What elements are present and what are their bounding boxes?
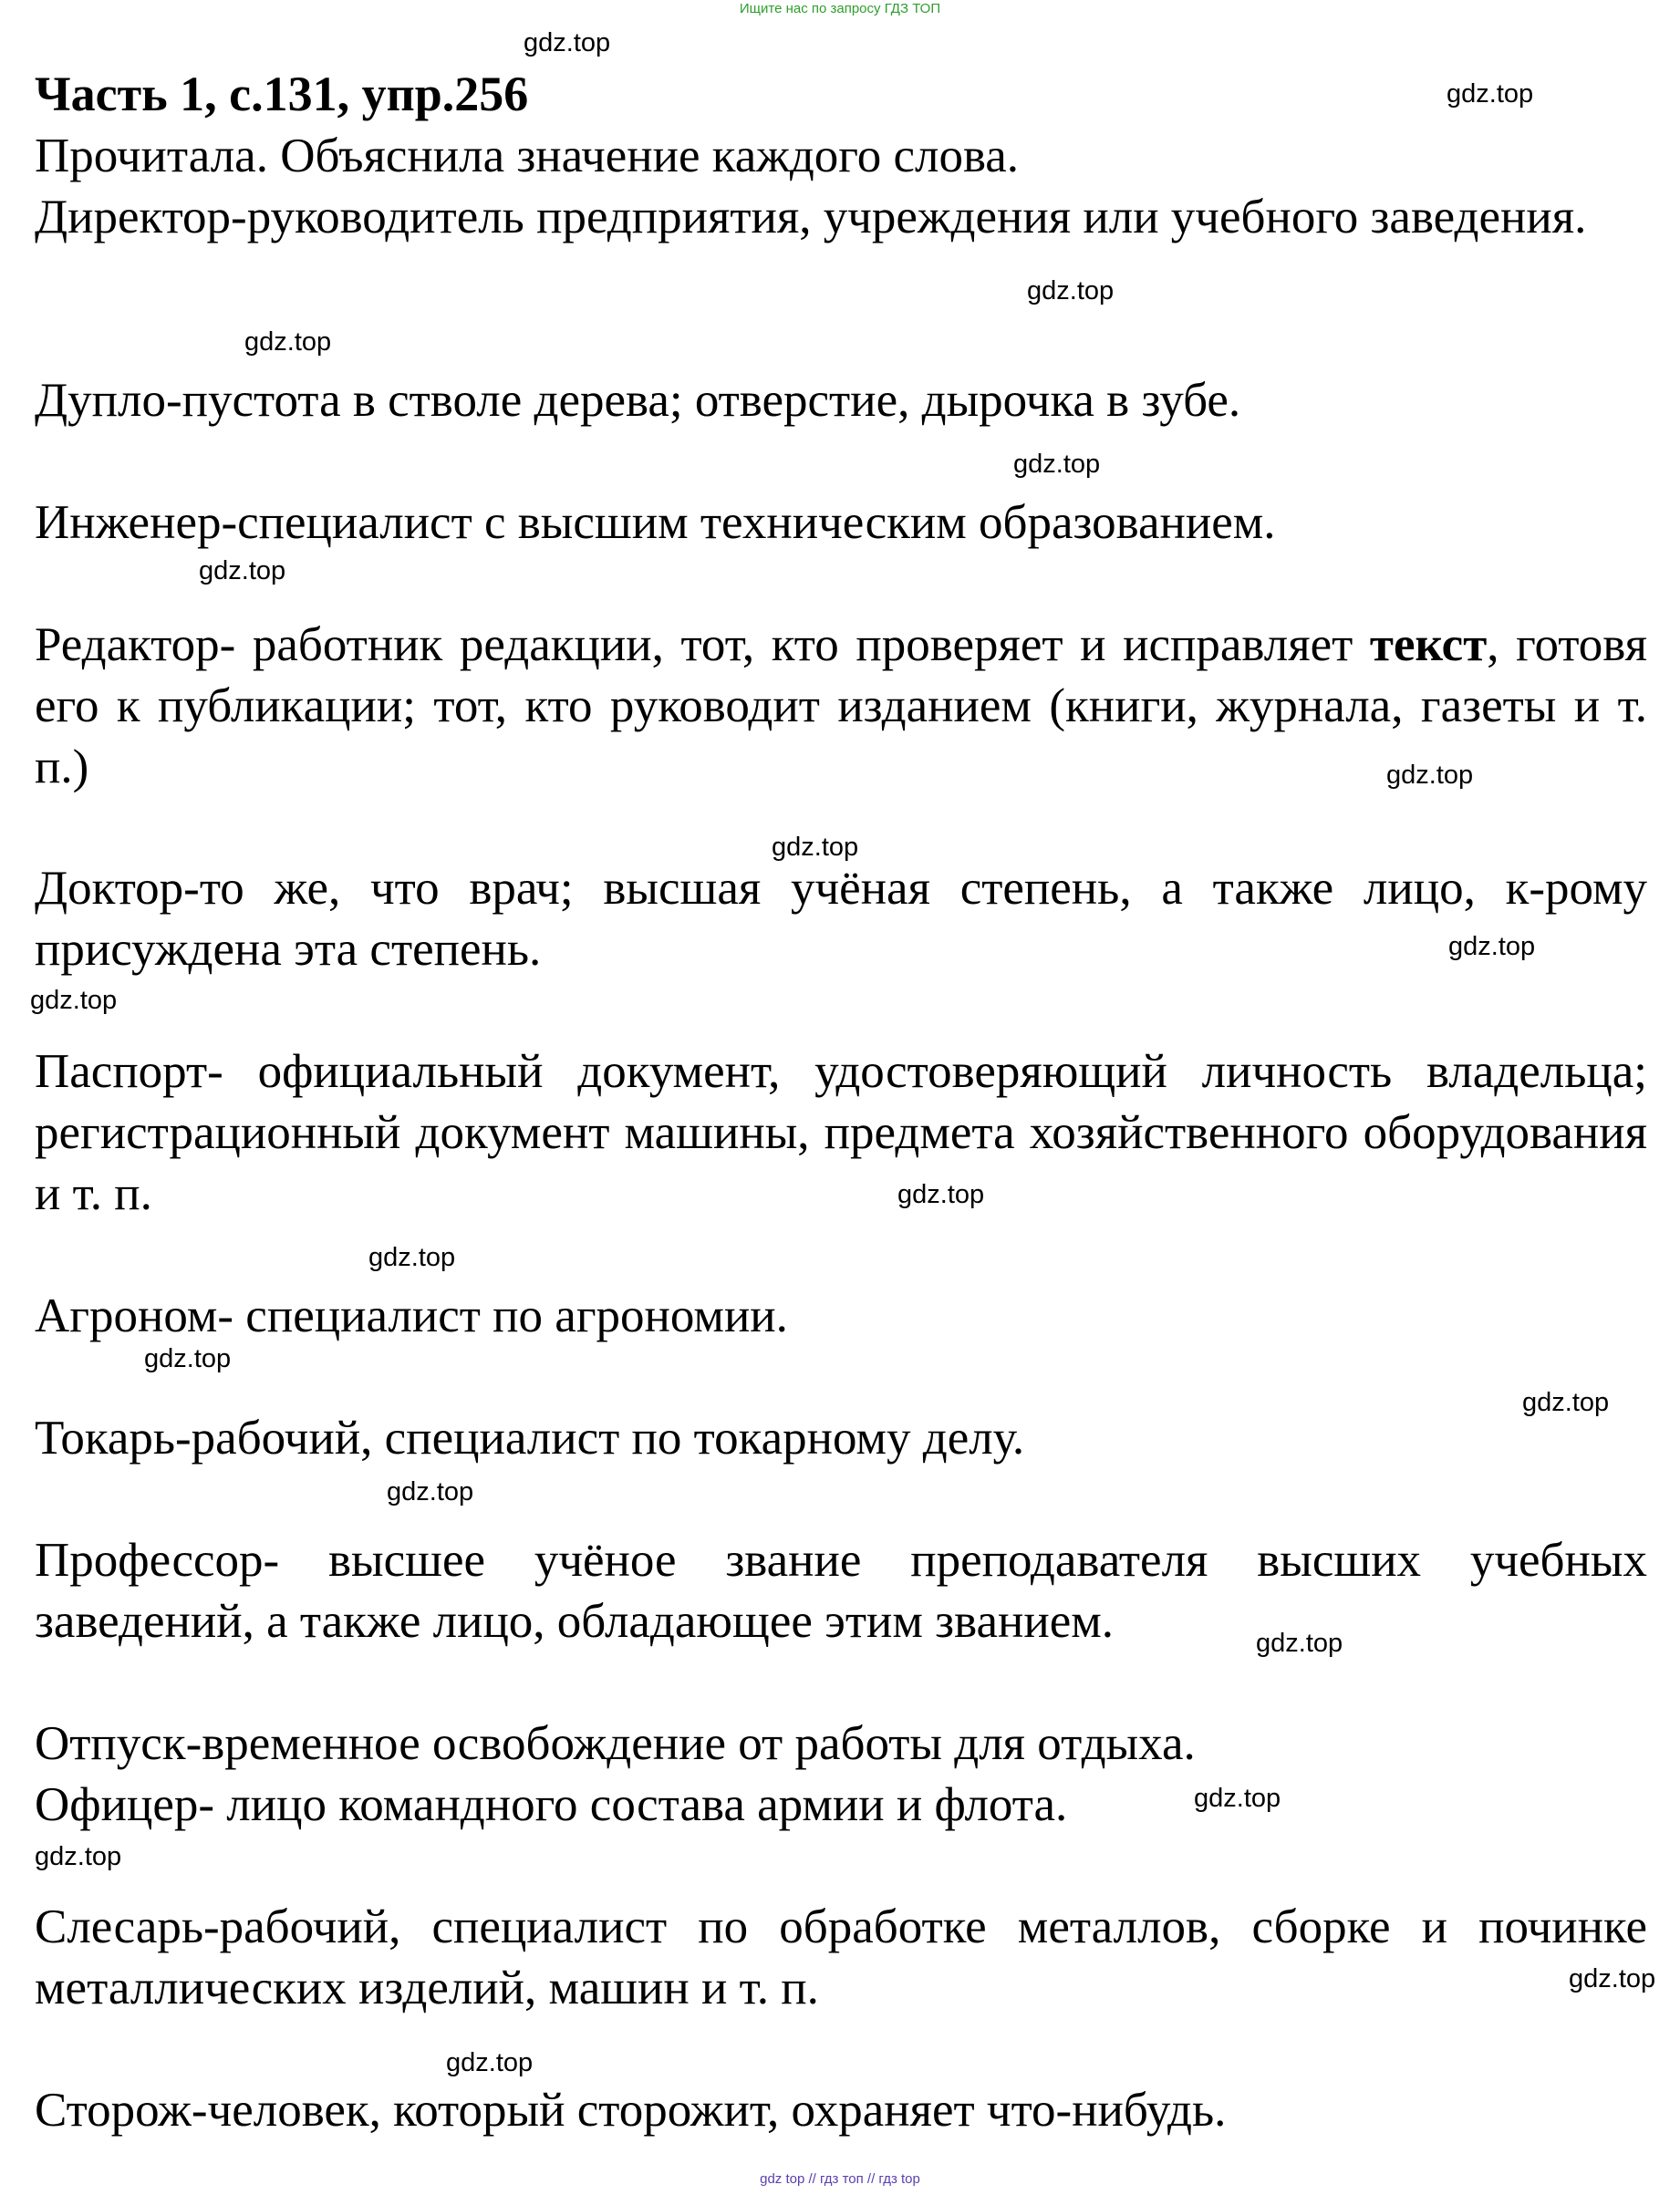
definition-editor-bold-word: текст xyxy=(1369,618,1488,671)
watermark: gdz.top xyxy=(772,833,859,862)
bottom-banner: gdz top // гдз топ // гдз top xyxy=(760,2171,920,2187)
watermark: gdz.top xyxy=(368,1243,456,1272)
intro-text: Прочитала. Объяснила значение каждого слова. xyxy=(35,129,1020,182)
watermark: gdz.top xyxy=(387,1477,474,1506)
definition-vacation: Отпуск-временное освобождение от работы для отдыха. xyxy=(35,1717,1196,1770)
watermark: gdz.top xyxy=(1256,1629,1343,1658)
definition-turner: Токарь-рабочий, специалист по токарному делу. xyxy=(35,1412,1025,1465)
top-banner: Ищите нас по запросу ГДЗ ТОП xyxy=(739,1,941,16)
watermark: gdz.top xyxy=(897,1180,985,1209)
definition-agronomist: Агроном- специалист по агрономии. xyxy=(35,1289,788,1342)
watermark: gdz.top xyxy=(1448,932,1536,961)
watermark: gdz.top xyxy=(1522,1388,1610,1417)
definition-professor: Профессор- высшее учёное звание преподавателя высших учебных заведений, а также лицо, обладающее этим званием. xyxy=(35,1534,1647,1648)
definition-watchman: Сторож-человек, который сторожит, охраняет что-нибудь. xyxy=(35,2084,1227,2137)
definition-officer: Офицер- лицо командного состава армии и флота. xyxy=(35,1778,1068,1831)
definition-editor-part1: Редактор- работник редакции, тот, кто проверяет и исправляет xyxy=(35,618,1370,671)
page-title: Часть 1, с.131, упр.256 xyxy=(35,67,529,121)
watermark: gdz.top xyxy=(524,28,611,57)
definition-editor-part2: , готовя его к публикации; тот, кто руководит изданием (книги, журнала, газеты и т. п.) xyxy=(35,618,1648,793)
watermark: gdz.top xyxy=(30,986,118,1015)
definition-engineer: Инженер-специалист с высшим техническим образованием. xyxy=(35,496,1276,549)
definition-director: Директор-руководитель предприятия, учреждения или учебного заведения. xyxy=(35,191,1587,243)
watermark: gdz.top xyxy=(35,1842,122,1871)
watermark: gdz.top xyxy=(446,2048,534,2077)
definition-duplo: Дупло-пустота в стволе дерева; отверстие, дырочка в зубе. xyxy=(35,374,1241,427)
definition-doctor: Доктор-то же, что врач; высшая учёная степень, а также лицо, к-рому присуждена эта степень. xyxy=(35,862,1647,976)
definition-passport: Паспорт- официальный документ, удостоверяющий личность владельца; регистрационный документ машины, предмета хозяйственного оборудования и т. п. xyxy=(35,1045,1647,1220)
watermark: gdz.top xyxy=(244,327,332,357)
watermark: gdz.top xyxy=(144,1344,232,1373)
watermark: gdz.top xyxy=(1569,1964,1656,1993)
watermark: gdz.top xyxy=(1013,450,1101,479)
watermark: gdz.top xyxy=(1027,276,1115,305)
watermark: gdz.top xyxy=(1194,1784,1281,1813)
watermark: gdz.top xyxy=(199,556,286,585)
watermark: gdz.top xyxy=(1447,79,1534,109)
definition-locksmith: Слесарь-рабочий, специалист по обработке металлов, сборке и починке металлических изделий, машин и т. п. xyxy=(35,1900,1647,2014)
watermark: gdz.top xyxy=(1386,761,1474,790)
